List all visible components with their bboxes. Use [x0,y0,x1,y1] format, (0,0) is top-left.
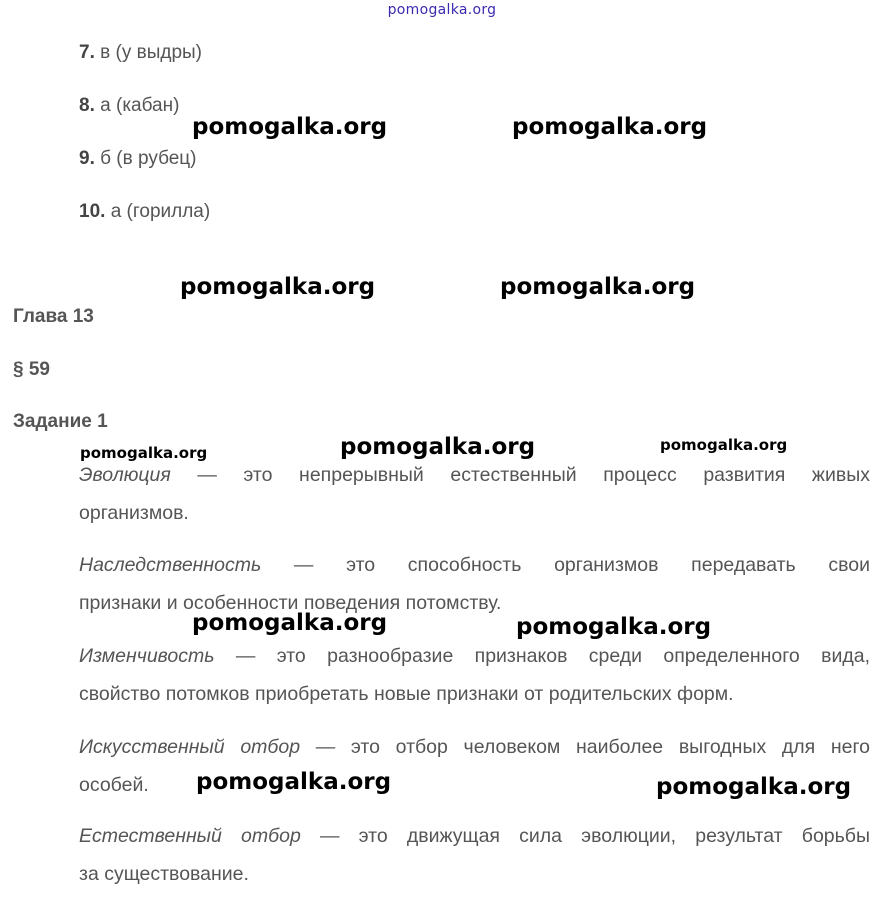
answer-item [79,95,179,117]
answer-number: 10. [79,201,106,222]
watermark: pomogalka.org [660,436,788,454]
watermark: pomogalka.org [516,614,712,640]
definition-text: — это непрерывный естественный процесс развития живых [170,464,870,486]
definition-paragraph [79,456,870,532]
definition-text: — это способность организмов передавать свои [261,554,870,576]
definition-line [79,546,870,584]
definition-line [79,637,870,675]
answer-item [79,148,197,170]
definition-paragraph [79,817,870,893]
watermark: pomogalka.org [192,610,388,636]
definition-term: Естественный отбор [79,825,301,847]
definition-line: организмов. [79,502,189,524]
answer-number: 9. [79,148,95,169]
definition-text: — это разнообразие признаков среди определенного вида, [214,645,870,667]
watermark: pomogalka.org [192,114,388,140]
watermark: pomogalka.org [656,774,852,800]
definition-term: Искусственный отбор [79,736,301,758]
definition-text: — это отбор человеком наиболее выгодных для него [300,736,870,758]
section-heading: § 59 [13,359,50,380]
watermark: pomogalka.org [512,114,708,140]
definition-line [79,817,870,855]
definition-paragraph [79,637,870,713]
watermark: pomogalka.org [80,444,208,462]
answer-number: 7. [79,42,95,63]
definition-line: признаки и особенности поведения потомству. [79,592,502,614]
answer-item [79,201,210,223]
top-watermark: pomogalka.org [387,2,497,18]
answer-number: 8. [79,95,95,116]
definition-term: Наследственность [79,554,262,576]
definition-line [79,728,870,766]
watermark: pomogalka.org [196,769,392,795]
definition-term: Эволюция [79,464,171,486]
answer-item [79,42,202,64]
answer-text: в (у выдры) [100,42,203,63]
definition-term: Изменчивость [79,645,215,667]
definition-text: — это движущая сила эволюции, результат борьбы [300,825,870,847]
definition-line: за существование. [79,863,249,885]
watermark: pomogalka.org [340,434,536,460]
answer-text: а (кабан) [100,95,180,116]
answer-text: б (в рубец) [100,148,197,169]
definition-line: особей. [79,774,149,796]
chapter-heading: Глава 13 [13,306,94,327]
definition-line: свойство потомков приобретать новые признаки от родительских форм. [79,683,734,705]
task-heading: Задание 1 [13,411,108,432]
watermark: pomogalka.org [500,274,696,300]
watermark: pomogalka.org [180,274,376,300]
answer-text: а (горилла) [110,201,211,222]
